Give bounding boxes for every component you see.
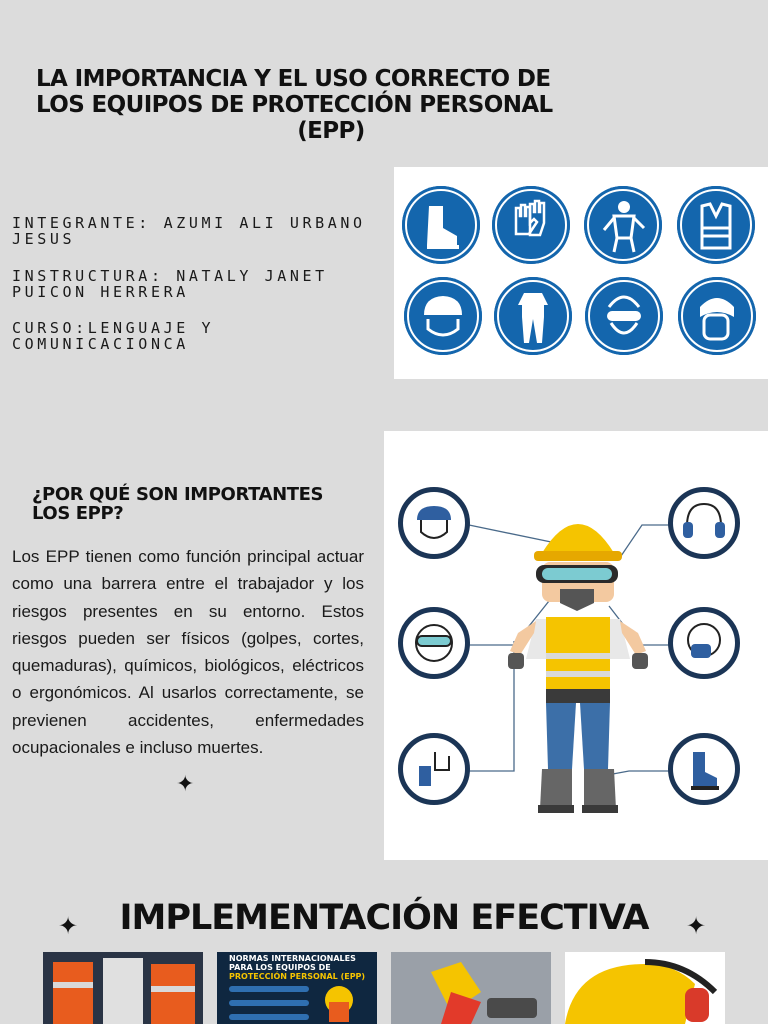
norms-infographic (217, 952, 377, 1024)
thumb2-line-1: NORMAS INTERNACIONALES (229, 954, 356, 963)
diagram-helmet-icon (398, 487, 470, 559)
title-line-1: LA IMPORTANCIA Y EL USO CORRECTO DE (36, 66, 551, 92)
sparkle-right-icon: ✦ (686, 912, 707, 940)
helmet-earmuffs-photo (565, 952, 725, 1024)
sparkle-left-icon: ✦ (58, 912, 79, 940)
vest-icon (677, 186, 755, 264)
sparkle-icon: ✦ (176, 772, 195, 797)
workers-photo (43, 952, 203, 1024)
gloves-tools-photo (391, 952, 551, 1024)
diagram-mask-icon (668, 607, 740, 679)
instructora-text: INSTRUCTURA: NATALY JANET PUICON HERRERA (12, 267, 328, 301)
goggles-icon (585, 277, 663, 355)
curso-text: CURSO:LENGUAJE Y COMUNICACIONCA (12, 319, 215, 353)
title-line-3: (EPP) (297, 118, 365, 144)
title-line-2: LOS EQUIPOS DE PROTECCIÓN PERSONAL (36, 92, 553, 118)
diagram-goggles-icon (398, 607, 470, 679)
page-title (36, 66, 626, 144)
ppe-diagram-panel (384, 431, 768, 860)
ppe-signs-panel (394, 167, 768, 379)
section-body: Los EPP tienen como función principal actuar como una barrera entre el trabajador y los riesgos presentes en su entorno. Estos riesgos pueden ser físicos (golpes, cortes, quemaduras), químicos, biológicos, eléctricos o ergonómicos. Al usarlos correctamente, se previenen accidentes, enfermedades ocupacionales e incluso muertes. (12, 547, 364, 758)
gloves-icon (492, 186, 570, 264)
integrante-text: INTEGRANTE: AZUMI ALI URBANO JESUS (12, 214, 366, 248)
diagram-ear-muffs-icon (668, 487, 740, 559)
boot-icon (402, 186, 480, 264)
helmet-icon (404, 277, 482, 355)
harness-icon (584, 186, 662, 264)
thumb2-line-3: PROTECCIÓN PERSONAL (EPP) (229, 972, 366, 981)
overall-icon (494, 277, 572, 355)
implementation-heading: IMPLEMENTACIÓN EFECTIVA (119, 898, 649, 938)
diagram-boot-icon (668, 733, 740, 805)
diagram-gloves-icon (398, 733, 470, 805)
thumb2-line-2: PARA LOS EQUIPOS DE (229, 963, 331, 972)
section-heading: ¿POR QUÉ SON IMPORTANTES LOS EPP? (32, 484, 324, 524)
face-shield-icon (678, 277, 756, 355)
